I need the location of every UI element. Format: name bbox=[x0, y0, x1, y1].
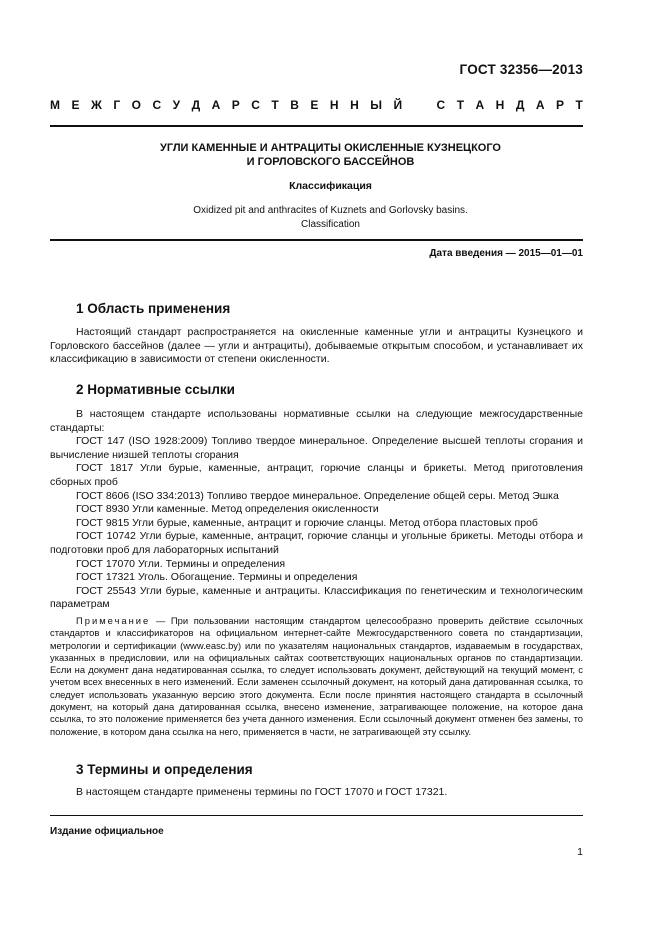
english-title-line-2: Classification bbox=[301, 219, 360, 230]
title-line-2: И ГОРЛОВСКОГО БАССЕЙНОВ bbox=[246, 156, 415, 168]
banner-letter: Т bbox=[575, 98, 583, 112]
banner-letter: Т bbox=[271, 98, 279, 112]
banner-letter: Г bbox=[113, 98, 121, 112]
reference-item: ГОСТ 17321 Уголь. Обогащение. Термины и определения bbox=[76, 571, 358, 584]
note-text: — При пользовании настоящим стандартом целесообразно проверить действие ссылочных стандартов и классификаторов на официальном интернет-сайте Межгосударственного совета по стандартизации, метрологии и сертификации (www.easc.by) или по указателям национальных стандартов, издаваемым в государствах, указанных в предисловии, или на официальных сайтах соответствующих национальных органов по стандартизации. Если на документ дана недатированная ссылка, то следует использовать документ, действующий на текущий момент, с учетом всех внесенных в него изменений. Если заменен ссылочный документ, на который дана датированная ссылка, то следует использовать указанную версию этого документа. Если после принятия настоящего стандарта в ссылочный документ, на который дана датированная ссылка, внесено изменение, затрагивающее положение, на которое дана ссылка, то это положение применяется без учета данного изменения. Если ссылочный документ отменен без замены, то положение, в котором дана ссылка на него, применяется в части, не затрагивающей эту ссылку. bbox=[50, 615, 583, 737]
banner-letter: Ы bbox=[370, 98, 382, 112]
reference-item: ГОСТ 9815 Угли бурые, каменные, антрацит и горючие сланцы. Метод отбора пластовых проб bbox=[76, 516, 538, 529]
banner-letter: С bbox=[152, 98, 162, 112]
normative-references bbox=[50, 408, 583, 612]
note-label: Примечание bbox=[76, 615, 151, 626]
section-1-text bbox=[50, 326, 583, 367]
title-line-1: УГЛИ КАМЕННЫЕ И АНТРАЦИТЫ ОКИСЛЕННЫЕ КУЗНЕЦКОГО bbox=[160, 142, 501, 154]
banner-letter: С bbox=[251, 98, 260, 112]
banner-letter: В bbox=[290, 98, 299, 112]
gost-number: ГОСТ 32356—2013 bbox=[459, 62, 583, 77]
banner-letter: Й bbox=[393, 98, 403, 112]
banner-letter: А bbox=[535, 98, 545, 112]
banner-letter: Е bbox=[71, 98, 80, 112]
references-intro: В настоящем стандарте использованы нормативные ссылки на следующие межгосударственные стандарты: bbox=[50, 408, 583, 434]
interstate-standard-banner bbox=[50, 98, 583, 112]
section-3-heading: 3 Термины и определения bbox=[76, 762, 253, 777]
reference-item: ГОСТ 1817 Угли бурые, каменные, антрацит, горючие сланцы и брикеты. Метод приготовления сборных проб bbox=[50, 462, 583, 488]
banner-letter: Н bbox=[329, 98, 339, 112]
reference-item: ГОСТ 8606 (ISO 334:2013) Топливо твердое минеральное. Определение общей серы. Метод Эшка bbox=[76, 489, 559, 502]
reference-item: ГОСТ 8930 Угли каменные. Метод определения окисленности bbox=[76, 503, 379, 516]
section-3-text bbox=[50, 786, 583, 800]
reference-item: ГОСТ 17070 Угли. Термины и определения bbox=[76, 557, 286, 570]
english-title-line-1: Oxidized pit and anthracites of Kuznets and Gorlovsky basins. bbox=[193, 205, 468, 216]
banner-letter: У bbox=[172, 98, 181, 112]
banner-letter: Д bbox=[515, 98, 525, 112]
english-title bbox=[50, 204, 611, 232]
document-subtitle: Классификация bbox=[289, 180, 372, 192]
banner-letter: Н bbox=[350, 98, 359, 112]
section-1-heading: 1 Область применения bbox=[76, 301, 231, 316]
banner-letter: Д bbox=[191, 98, 201, 112]
banner-letter: Е bbox=[310, 98, 319, 112]
banner-letter: М bbox=[50, 98, 60, 112]
reference-item: ГОСТ 25543 Угли бурые, каменные и антрациты. Классификация по генетическим и технологическим параметрам bbox=[50, 584, 583, 611]
banner-letter: С bbox=[436, 98, 446, 112]
official-edition-label: Издание официальное bbox=[50, 826, 164, 837]
page-number: 1 bbox=[577, 846, 583, 858]
section-2-heading: 2 Нормативные ссылки bbox=[76, 382, 235, 397]
introduction-date: Дата введения — 2015—01—01 bbox=[429, 248, 583, 259]
banner-letter: А bbox=[211, 98, 221, 112]
banner-letter: О bbox=[131, 98, 141, 112]
banner-letter: Н bbox=[495, 98, 505, 112]
header-divider bbox=[50, 125, 583, 127]
banner-letter: А bbox=[475, 98, 485, 112]
document-title bbox=[50, 141, 611, 169]
reference-item: ГОСТ 10742 Угли бурые, каменные, антрацит, горючие сланцы и угольные брикеты. Методы отбора и подготовки проб для лабораторных испытаний bbox=[50, 530, 583, 556]
banner-letter: Ж bbox=[90, 98, 102, 112]
banner-letter: Р bbox=[556, 98, 565, 112]
footer-divider bbox=[50, 815, 583, 816]
section-1-body: Настоящий стандарт распространяется на окисленные каменные угли и антрациты Кузнецкого и Горловского бассейнов (далее — угли и антрациты), добываемые открытым способом, и устанавливает их классификацию в зависимости от степени окисленности. bbox=[50, 326, 583, 366]
title-divider bbox=[50, 239, 583, 241]
references-note bbox=[50, 615, 583, 738]
banner-letter: Т bbox=[456, 98, 465, 112]
banner-letter: Р bbox=[231, 98, 240, 112]
reference-item: ГОСТ 147 (ISO 1928:2009) Топливо твердое минеральное. Определение высшей теплоты сгорания и вычисление низшей теплоты сгорания bbox=[50, 435, 583, 461]
section-3-body: В настоящем стандарте применены термины по ГОСТ 17070 и ГОСТ 17321. bbox=[76, 786, 448, 798]
